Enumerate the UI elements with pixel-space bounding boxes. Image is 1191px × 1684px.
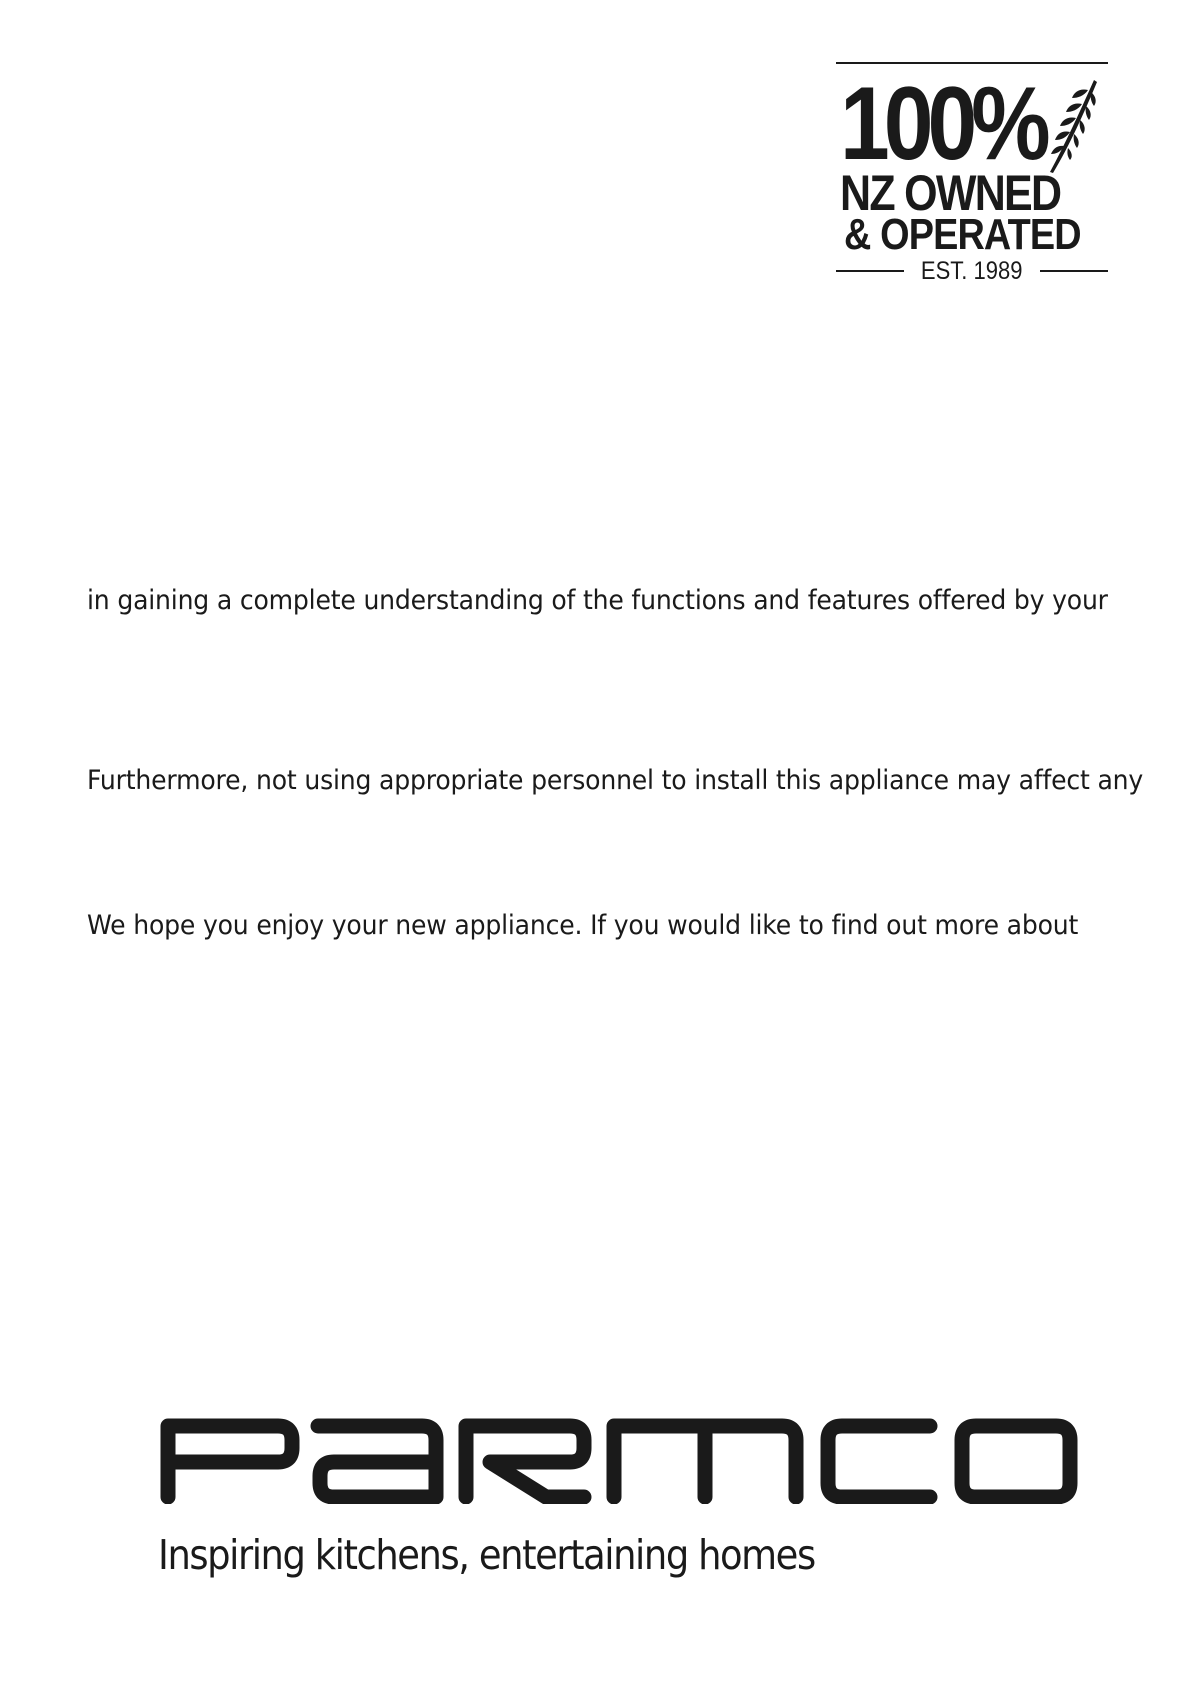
badge-percent: 100% [840,66,1045,182]
badge-rule-right [1040,270,1108,272]
paragraph-line-1: in gaining a complete understanding of the functions and features offered by your [87,585,1108,616]
paragraph-line-2: Furthermore, not using appropriate personnel to install this appliance may affect any [87,765,1144,796]
badge-established: EST. 1989 [921,256,1023,285]
nz-owned-badge [836,60,1108,286]
badge-operated: & OPERATED [844,210,1081,259]
fern-icon [1044,76,1100,176]
badge-nz-owned: NZ OWNED [840,165,1061,221]
badge-rule-left [836,270,904,272]
badge-top-rule [836,62,1108,64]
parmco-logo [160,1418,1080,1504]
parmco-wordmark [160,1418,1080,1504]
paragraph-line-3: We hope you enjoy your new appliance. If you would like to find out more about [87,910,1079,941]
brand-tagline: Inspiring kitchens, entertaining homes [158,1531,815,1579]
badge-established-row [836,256,1108,286]
